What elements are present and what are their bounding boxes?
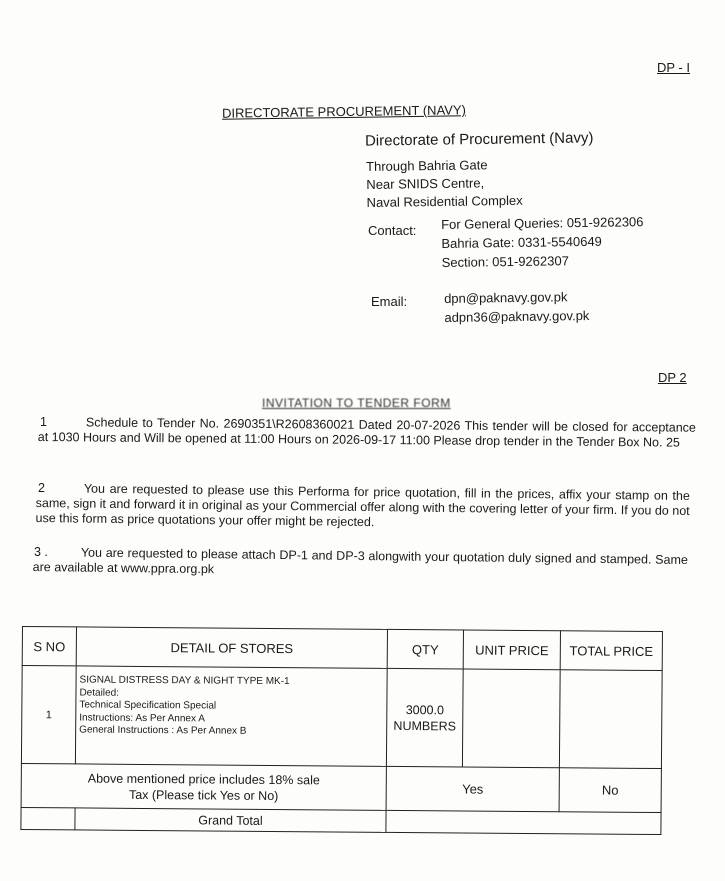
doc-code-second: DP 2 bbox=[658, 370, 687, 385]
paragraph-2-text: You are requested to please use this Performa for price quotation, fill in the prices, affix your stamp on the same, sign it and forward it in original as your Commercial offer along with the covering letter of your firm. If you do not use this form as price quotations your offer might be rejected. bbox=[35, 481, 690, 530]
paragraph-1-text: Schedule to Tender No. 2690351\R2608360021 Dated 20-07-2026 This tender will be closed for acceptance at 1030 Hours and Will be opened at 11:00 Hours on 2026-09-17 11:00 Please drop tender in the Tender Box No. 25 bbox=[37, 415, 696, 450]
contact-line: Section: 051-9262307 bbox=[441, 253, 569, 270]
page-title: DIRECTORATE PROCUREMENT (NAVY) bbox=[221, 102, 466, 121]
tax-yes-option[interactable]: Yes bbox=[386, 766, 559, 811]
address-line: Naval Residential Complex bbox=[366, 192, 523, 210]
contact-list bbox=[441, 212, 644, 272]
row-sno: 1 bbox=[21, 666, 76, 764]
table-row bbox=[21, 666, 662, 769]
qty-unit: NUMBERS bbox=[393, 718, 457, 733]
detail-line: Technical Specification Special bbox=[79, 699, 217, 712]
qty-value: 3000.0 bbox=[405, 702, 445, 717]
header-qty: QTY bbox=[387, 629, 463, 669]
detail-line: SIGNAL DISTRESS DAY & NIGHT TYPE MK-1 bbox=[79, 674, 290, 688]
detail-line: Instructions: As Per Annex A bbox=[79, 711, 205, 724]
tax-row bbox=[21, 763, 661, 812]
paragraph-3 bbox=[33, 545, 688, 583]
para-2-number: 2 bbox=[38, 481, 45, 495]
tax-text-cell bbox=[21, 763, 386, 810]
contact-line: For General Queries: 051-9262306 bbox=[441, 214, 644, 232]
organization-name: Directorate of Procurement (Navy) bbox=[364, 129, 594, 150]
grand-total-value bbox=[386, 810, 661, 834]
header-unit-price: UNIT PRICE bbox=[463, 630, 560, 670]
para-1-number: 1 bbox=[40, 415, 47, 429]
stores-table bbox=[20, 626, 662, 835]
row-total-price bbox=[559, 670, 662, 769]
paragraph-3-text: You are requested to please attach DP-1 and DP-3 alongwith your quotation duly signed and stamped. Same are available at www.ppra.org.pk bbox=[32, 545, 688, 577]
email-list bbox=[444, 287, 590, 327]
paragraph-2 bbox=[35, 481, 690, 534]
tax-line: Tax (Please tick Yes or No) bbox=[128, 787, 279, 803]
row-unit-price bbox=[462, 669, 560, 768]
grand-total-label: Grand Total bbox=[75, 808, 386, 832]
email-line: adpn36@paknavy.gov.pk bbox=[444, 307, 590, 325]
header-total-price: TOTAL PRICE bbox=[560, 631, 662, 671]
grand-total-spacer bbox=[21, 807, 75, 829]
tax-no-option[interactable]: No bbox=[559, 768, 661, 813]
contact-line: Bahria Gate: 0331-5540649 bbox=[441, 233, 602, 251]
table-header-row bbox=[22, 627, 662, 671]
doc-code-top: DP - I bbox=[657, 60, 690, 75]
row-detail bbox=[75, 666, 387, 766]
tax-line: Above mentioned price includes 18% sale bbox=[87, 771, 320, 787]
address-line: Through Bahria Gate bbox=[366, 157, 488, 174]
detail-line: Detailed: bbox=[79, 686, 119, 699]
address-block bbox=[366, 156, 523, 212]
row-qty bbox=[386, 668, 463, 767]
form-title: INVITATION TO TENDER FORM bbox=[262, 396, 451, 410]
header-sno: S NO bbox=[22, 627, 76, 666]
email-label: Email: bbox=[371, 294, 408, 309]
detail-line: General Instructions : As Per Annex B bbox=[79, 724, 247, 737]
address-line: Near SNIDS Centre, bbox=[366, 175, 485, 192]
grand-total-row bbox=[21, 807, 661, 834]
email-line: dpn@paknavy.gov.pk bbox=[444, 289, 568, 306]
paragraph-1 bbox=[38, 415, 696, 451]
contact-label: Contact: bbox=[368, 223, 417, 238]
para-3-number: 3 . bbox=[34, 545, 48, 559]
header-detail: DETAIL OF STORES bbox=[76, 627, 387, 668]
